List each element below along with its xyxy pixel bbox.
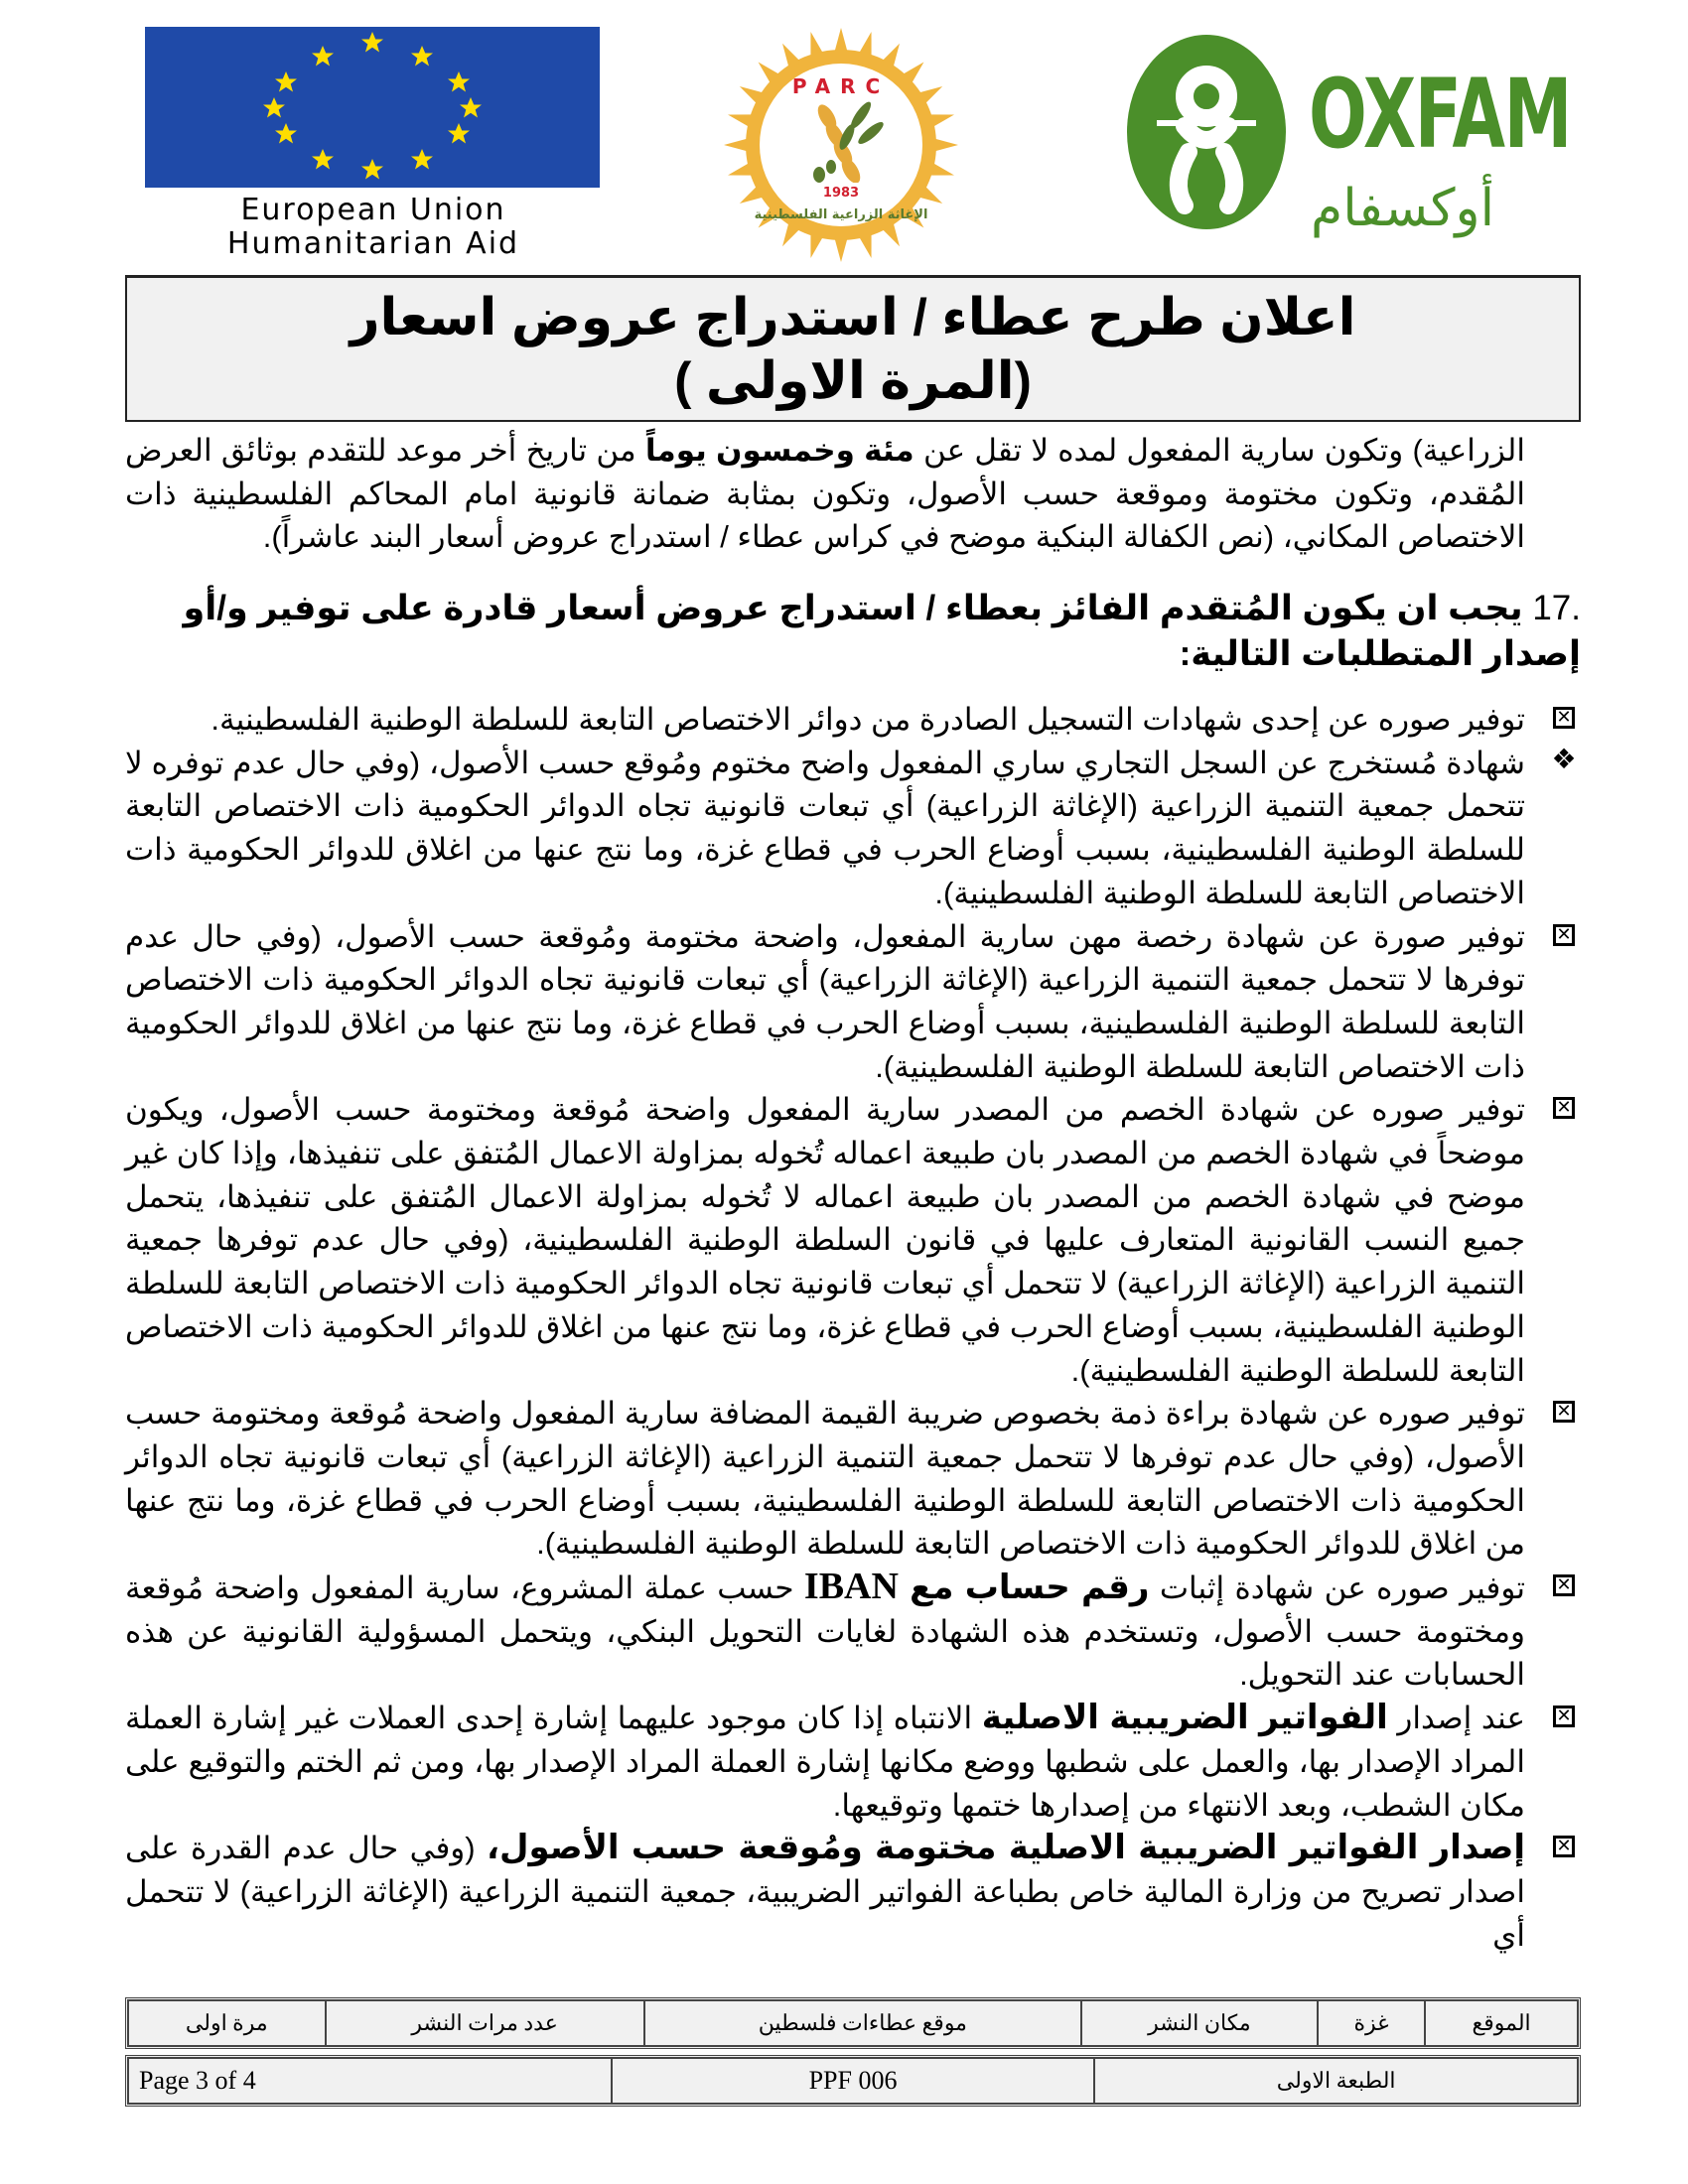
requirement-text: توفير صوره عن شهادة إثبات <box>1149 1570 1526 1606</box>
requirement-text: حسب عملة المشروع، سارية المفعول واضحة مُوقعة ومختومة حسب الأصول، وتستخدم هذه الشهادة لغايات التحويل البنكي، ويتحمل المسؤولية القانونية عن هذه الحسابات عند التحويل. <box>125 1570 1525 1693</box>
document-info-table <box>125 2055 1581 2107</box>
requirement-text: شهادة مُستخرج عن السجل التجاري ساري المفعول واضح مختوم ومُوقع حسب الأصول، (وفي حال عدم توفره لا تتحمل جمعية التنمية الزراعية (الإغاثة الزراعية) أي تبعات قانونية تجاه الدوائر الحكومية ذات الاختصاص التابعة للسلطة الوطنية الفلسطينية، بسبب أوضاع الحرب في قطاع غزة، وما نتج عنها من اغلاق للدوائر الحكومية ذات الاختصاص التابعة للسلطة الوطنية الفلسطينية). <box>125 745 1525 910</box>
eu-caption-line2: Humanitarian Aid <box>226 226 520 261</box>
requirement-item <box>125 698 1581 742</box>
requirement-text: الانتباه إذا كان موجود عليهما إشارة إحدى العملات غير إشارة العملة المراد الإصدار بها، والعمل على شطبها ووضع مكانها إشارة العملة المراد الإصدار بها، ومن ثم الختم والتوقيع على مكان الشطب، وبعد الانتهاء من إصدارها ختمها وتوقيعها. <box>125 1701 1525 1823</box>
intro-text-part1: الزراعية) وتكون سارية المفعول لمده لا تقل عن <box>914 433 1525 468</box>
requirement-bold-text: الفواتير الضريبية الاصلية <box>981 1699 1388 1737</box>
requirements-list <box>125 698 1581 1957</box>
requirement-text: توفير صوره عن شهادة براءة ذمة بخصوص ضريبة القيمة المضافة سارية المفعول واضحة مُوقعة ومختومة حسب الأصول، (وفي حال عدم توفرها لا تتحمل جمعية التنمية الزراعية (الإغاثة الزراعية) أي تبعات قانونية تجاه الدوائر الحكومية ذات الاختصاص التابعة للسلطة الوطنية الفلسطينية، بسبب أوضاع الحرب في قطاع غزة، وما نتج عنها من اغلاق للدوائر الحكومية ذات الاختصاص التابعة للسلطة الوطنية الفلسطينية). <box>125 1396 1525 1562</box>
oxfam-figure-icon <box>1127 35 1286 229</box>
page-subtitle: (المرة الاولى ) <box>674 352 1032 410</box>
svg-text:الإغاثة الزراعية الفلسطينية: الإغاثة الزراعية الفلسطينية <box>754 207 928 222</box>
footer-value-publish-place: موقع عطاءات فلسطين <box>644 2000 1081 2046</box>
eu-humanitarian-aid-logo <box>145 27 602 260</box>
requirement-bold-text: إصدار الفواتير الضريبية الاصلية مختومة ومُوقعة حسب الأصول، <box>487 1829 1525 1867</box>
checkbox-x-icon: ✕ <box>1553 1574 1575 1596</box>
requirement-text: توفير صوره عن شهادة الخصم من المصدر سارية المفعول واضحة مُوقعة ومختومة حسب الأصول، ويكون موضحاً في شهادة الخصم من المصدر بان طبيعة اعماله تُخوله بمزاولة الاعمال المُتفق على تنفيذها، وإذا كان غير موضح في شهادة الخصم من المصدر بان طبيعة اعماله لا تُخوله بمزاولة الاعمال المُتفق على تنفيذها، يتحمل جميع النسب القانونية المتعارف عليها في قانون السلطة الوطنية الفلسطينية، (وفي حال عدم توفرها جمعية التنمية الزراعية (الإغاثة الزراعية) لا تتحمل أي تبعات قانونية تجاه الدوائر الحكومية ذات الاختصاص التابعة للسلطة الوطنية الفلسطينية، بسبب أوضاع الحرب في قطاع غزة، وما نتج عنها من اغلاق للدوائر الحكومية ذات الاختصاص التابعة للسلطة الوطنية الفلسطينية). <box>125 1092 1525 1388</box>
oxfam-arabic-wordmark: أوكسفام <box>1311 180 1495 237</box>
svg-text:1983: 1983 <box>822 186 860 201</box>
footer-edition: الطبعة الاولى <box>1094 2058 1578 2104</box>
diamond-bullet-icon: ❖ <box>1551 742 1577 775</box>
footer-page-number: Page 3 of 4 <box>128 2058 612 2104</box>
page-title: اعلان طرح عطاء / استدراج عروض اسعار <box>350 289 1356 346</box>
iban-label: IBAN <box>803 1566 899 1608</box>
requirement-item <box>125 1827 1581 1957</box>
footer-label-location: الموقع <box>1425 2000 1578 2046</box>
svg-text:PARC: PARC <box>791 74 891 98</box>
requirement-text: توفير صورة عن شهادة رخصة مهن سارية المفعول، واضحة مختومة ومُوقعة حسب الأصول، (وفي حال عدم توفرها لا تتحمل جمعية التنمية الزراعية (الإغاثة الزراعية) أي تبعات قانونية تجاه الدوائر الحكومية ذات الاختصاص التابعة للسلطة الوطنية الفلسطينية، بسبب أوضاع الحرب في قطاع غزة، وما نتج عنها من اغلاق للدوائر الحكومية ذات الاختصاص التابعة للسلطة الوطنية الفلسطينية). <box>125 918 1525 1084</box>
requirement-text: عند إصدار <box>1387 1701 1525 1736</box>
publication-info-table <box>125 1997 1581 2049</box>
document-footer <box>125 1997 1581 2113</box>
eu-caption-line1: European Union <box>240 193 506 227</box>
checkbox-x-icon: ✕ <box>1553 1836 1575 1857</box>
footer-label-publish-place: مكان النشر <box>1081 2000 1318 2046</box>
clause-text: يجب ان يكون المُتقدم الفائز بعطاء / استدراج عروض أسعار قادرة على توفير و/أو إصدار المتطلبات التالية: <box>183 589 1581 673</box>
requirement-item <box>125 915 1581 1089</box>
intro-bold-duration: مئة وخمسون يوماً <box>644 433 914 468</box>
requirement-item <box>125 1088 1581 1392</box>
parc-logo <box>628 28 1055 266</box>
requirement-item <box>125 1392 1581 1566</box>
requirement-item <box>125 1566 1581 1697</box>
checkbox-x-icon: ✕ <box>1553 707 1575 729</box>
requirement-text: (وفي حال عدم القدرة على اصدار تصريح من وزارة المالية خاص بطباعة الفواتير الضريبية، جمعية التنمية الزراعية (الإغاثة الزراعية) لا تتحمل أي <box>125 1831 1525 1953</box>
oxfam-wordmark: OXFAM <box>1309 59 1571 170</box>
footer-value-location: غزة <box>1318 2000 1425 2046</box>
checkbox-x-icon: ✕ <box>1553 1706 1575 1727</box>
requirement-bold-text: رقم حساب مع <box>898 1569 1150 1607</box>
eu-flag-icon <box>145 27 600 188</box>
intro-text-part2: من تاريخ أخر موعد للتقدم بوثائق العرض المُقدم، وتكون مختومة وموقعة حسب الأصول، وتكون بمثابة ضمانة قانونية امام المحاكم الفلسطينية ذات الاختصاص المكاني، (نص الكفالة البنكية موضح في كراس عطاء / استدراج عروض أسعار البند عاشراً). <box>125 433 1525 554</box>
checkbox-x-icon: ✕ <box>1553 924 1575 946</box>
footer-label-publish-count: عدد مرات النشر <box>326 2000 644 2046</box>
clause-number: .17 <box>1532 589 1581 627</box>
oxfam-logo <box>1122 30 1571 253</box>
guarantee-paragraph <box>125 429 1525 559</box>
checkbox-x-icon: ✕ <box>1553 1097 1575 1119</box>
footer-doc-code: PPF 006 <box>612 2058 1095 2104</box>
requirement-item <box>125 1697 1581 1827</box>
requirement-item <box>125 742 1581 915</box>
clause-17-heading <box>125 586 1581 677</box>
announcement-title-box <box>125 275 1581 422</box>
checkbox-x-icon: ✕ <box>1553 1401 1575 1423</box>
footer-value-publish-count: مرة اولى <box>128 2000 326 2046</box>
requirement-text: توفير صوره عن إحدى شهادات التسجيل الصادرة من دوائر الاختصاص التابعة للسلطة الوطنية الفلسطينية. <box>211 702 1525 737</box>
